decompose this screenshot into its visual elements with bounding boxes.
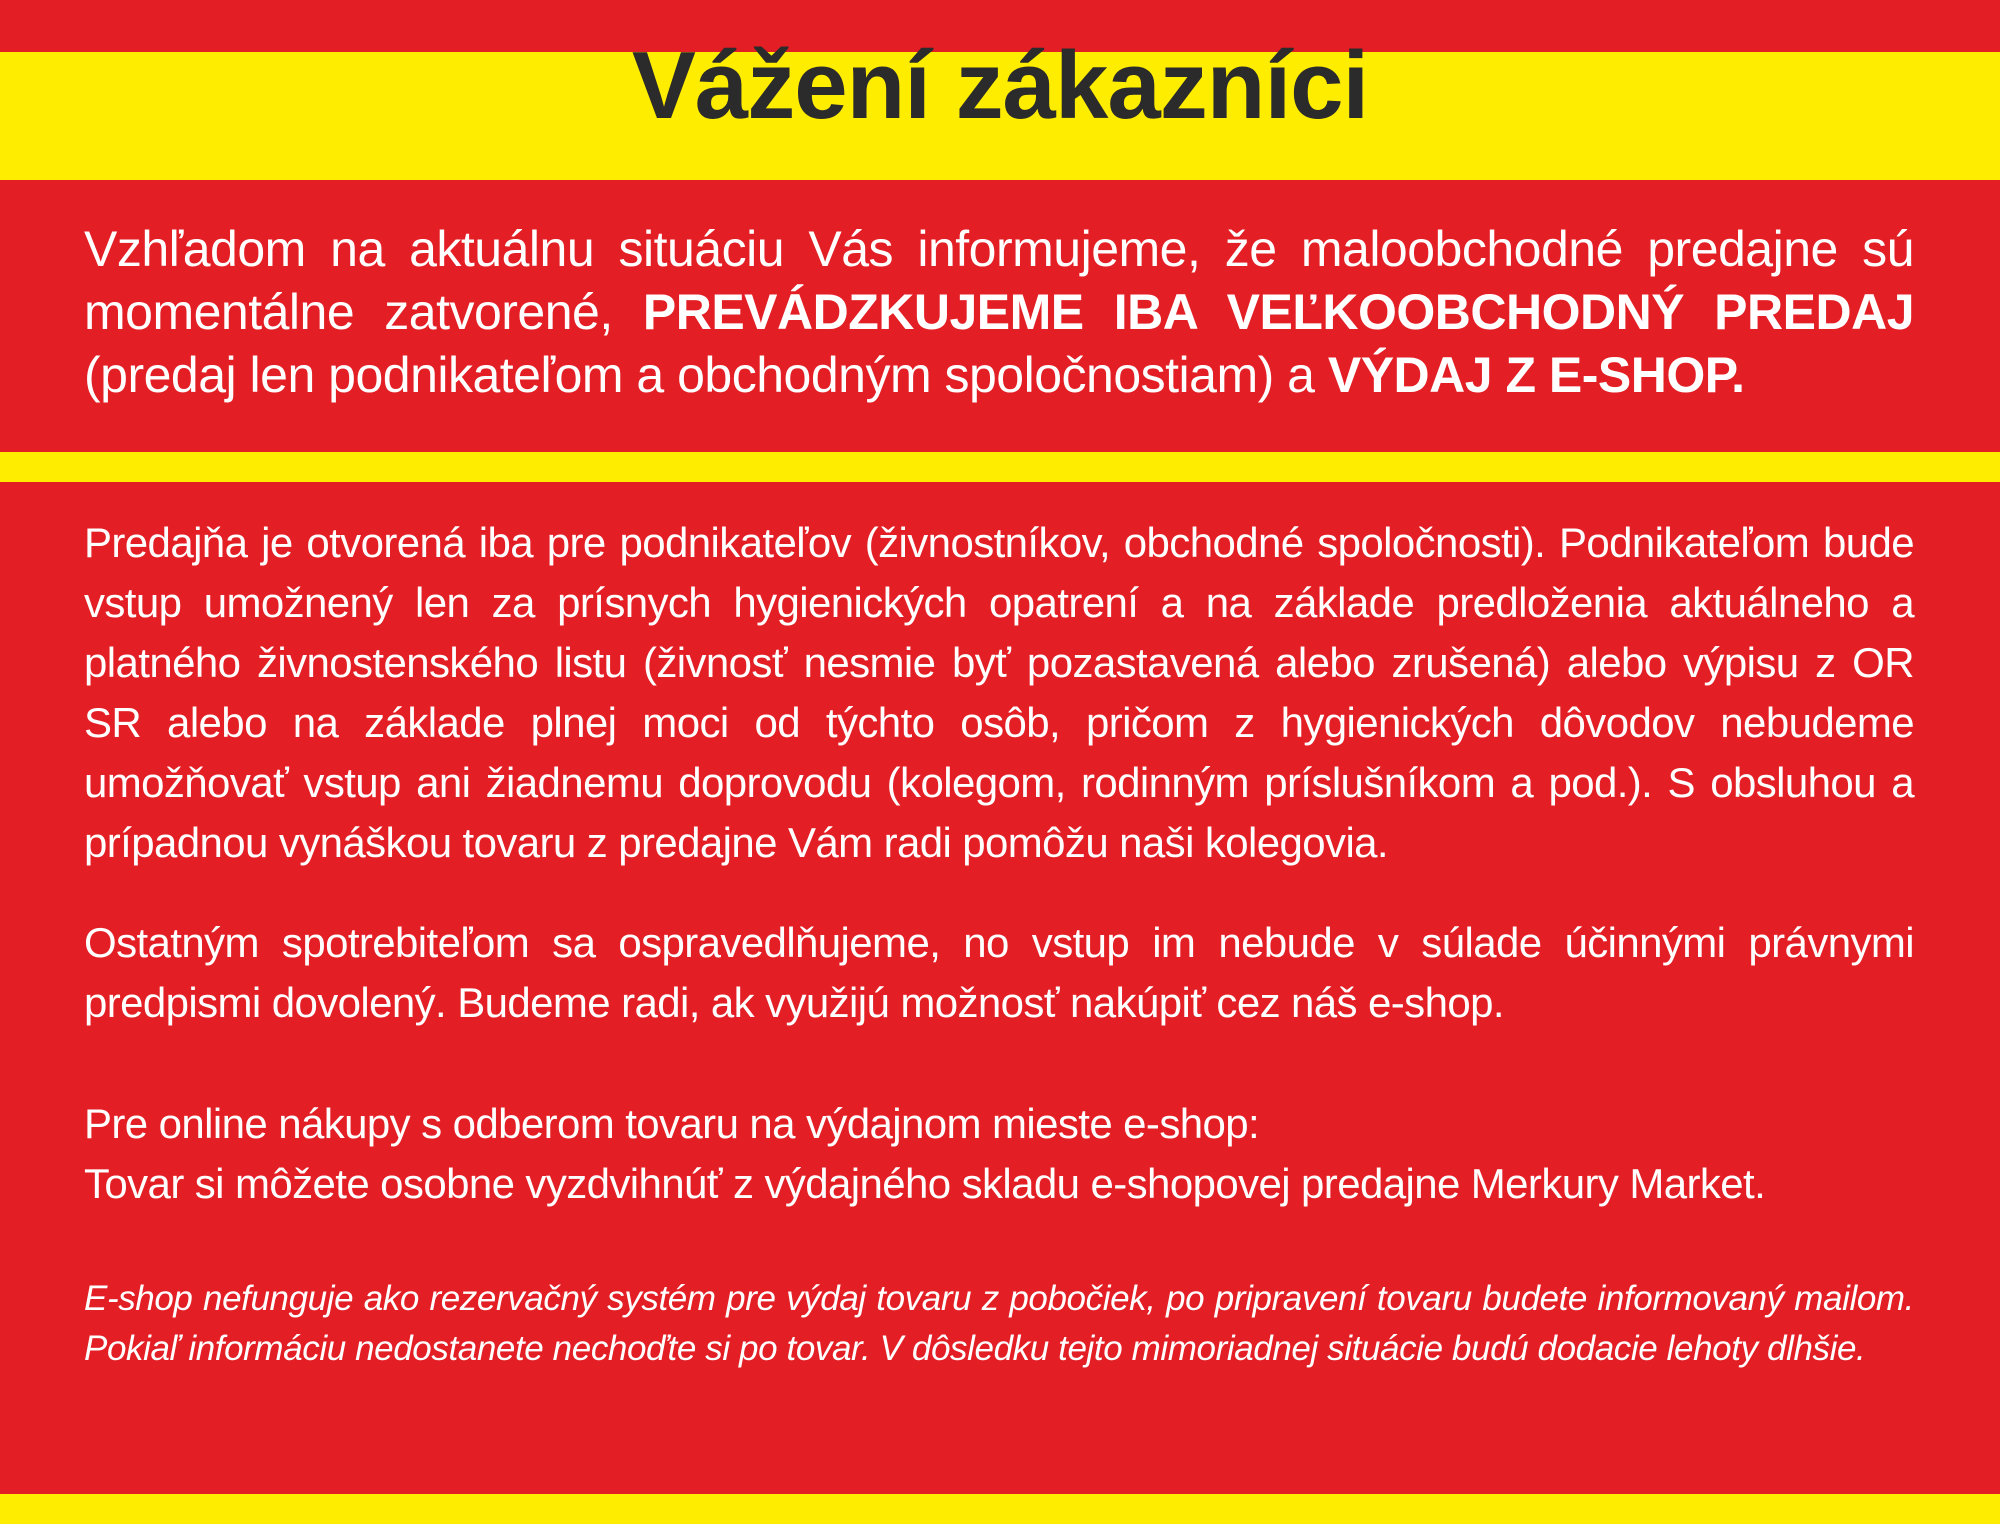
eshop-line-pickup: Tovar si môžete osobne vyzdvihnúť z výdajného skladu e-shopovej predajne Merkury Market. [84,1160,1766,1207]
eshop-paragraph [84,1094,1914,1214]
page-title: Vážení zákazníci [631,31,1369,139]
intro-text: Vzhľadom na aktuálnu situáciu Vás informujeme, že maloobchodné predajne sú momentálne zatvorené, [84,221,1914,340]
bottom-band [0,1494,2000,1524]
eshop-line-heading: Pre online nákupy s odberom tovaru na výdajnom mieste e-shop: [84,1100,1260,1147]
heading-band [0,31,2000,180]
businesses-paragraph: Predajňa je otvorená iba pre podnikateľov (živnostníkov, obchodné spoločnosti). Podnikateľom bude vstup umožnený len za prísnych hygienických opatrení a na základe predloženia aktuálneho a platného živnostenského listu (živnosť nesmie byť pozastavená alebo zrušená) alebo výpisu z OR SR alebo na základe plnej moci od týchto osôb, pričom z hygienických dôvodov nebudeme umožňovať vstup ani žiadnemu doprovodu (kolegom, rodinným príslušníkom a pod.). S obsluhou a prípadnou vynáškou tovaru z predajne Vám radi pomôžu naši kolegovia. [84,519,1914,866]
intro-text-continued: (predaj len podnikateľom a obchodným spoločnostiam) a [84,347,1328,403]
consumers-paragraph: Ostatným spotrebiteľom sa ospravedlňujeme, no vstup im nebude v súlade účinnými právnymi predpismi dovolený. Budeme radi, ak využijú možnosť nakúpiť cez náš e-shop. [84,919,1914,1026]
intro-emphasis-eshop: VÝDAJ Z E-SHOP. [1327,347,1745,403]
eshop-note: E-shop nefunguje ako rezervačný systém pre výdaj tovaru z pobočiek, po pripravení tovaru budete informovaný mailom. Pokiaľ informáciu nedostanete nechoďte si po tovar. V dôsledku tejto mimoriadnej situácie budú dodacie lehoty dlhšie. [84,1279,1914,1368]
intro-emphasis-wholesale: PREVÁDZKUJEME IBA VEĽKOOBCHODNÝ PREDAJ [642,284,1915,340]
divider-band [0,452,2000,482]
intro-notice [84,218,1914,407]
